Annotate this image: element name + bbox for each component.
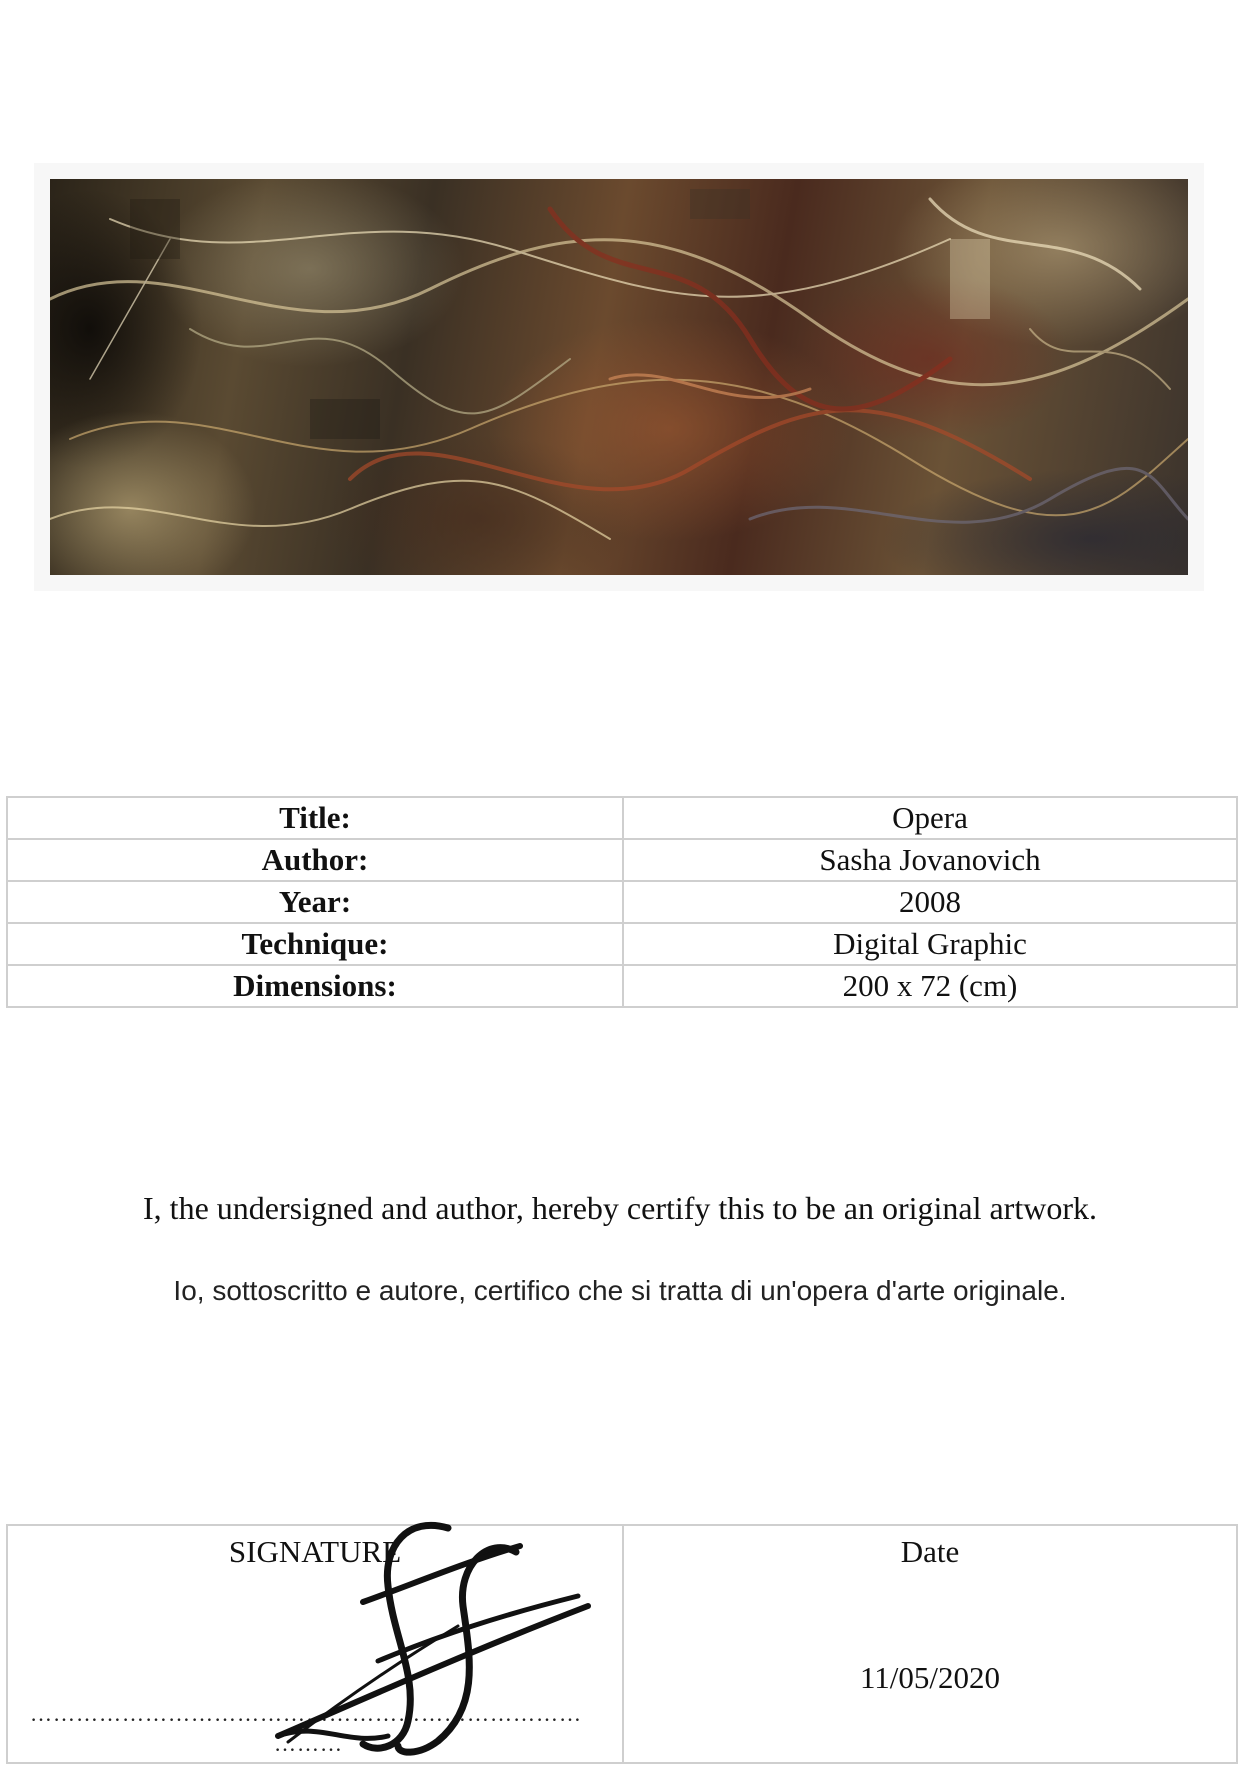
table-row <box>7 923 1237 965</box>
table-row <box>7 965 1237 1007</box>
signature-label: SIGNATURE <box>228 1534 402 1569</box>
signature-date-box <box>6 1524 1238 1764</box>
dimensions-value: 200 x 72 (cm) <box>623 965 1237 1007</box>
technique-label: Technique: <box>7 923 623 965</box>
technique-value: Digital Graphic <box>623 923 1237 965</box>
author-label: Author: <box>7 839 623 881</box>
certification-italian: Io, sottoscritto e autore, certifico che si tratta di un'opera d'arte originale. <box>173 1275 1067 1306</box>
year-value: 2008 <box>623 881 1237 923</box>
date-value: 11/05/2020 <box>859 1660 1001 1695</box>
handwritten-signature-icon <box>258 1506 598 1776</box>
dimensions-label: Dimensions: <box>7 965 623 1007</box>
title-label: Title: <box>7 797 623 839</box>
table-row <box>7 797 1237 839</box>
signature-line: ……………………………………………………………… <box>30 1701 582 1726</box>
signature-line-continued: ……… <box>274 1731 343 1756</box>
artwork-frame <box>34 163 1204 591</box>
artwork-image <box>50 179 1188 575</box>
artwork-strokes <box>50 179 1188 575</box>
certification-english: I, the undersigned and author, hereby certify this to be an original artwork. <box>143 1190 1097 1226</box>
title-value: Opera <box>623 797 1237 839</box>
artwork-info-table <box>6 796 1238 1008</box>
year-label: Year: <box>7 881 623 923</box>
table-row <box>7 839 1237 881</box>
table-row <box>7 881 1237 923</box>
author-value: Sasha Jovanovich <box>623 839 1237 881</box>
date-label: Date <box>900 1534 960 1569</box>
